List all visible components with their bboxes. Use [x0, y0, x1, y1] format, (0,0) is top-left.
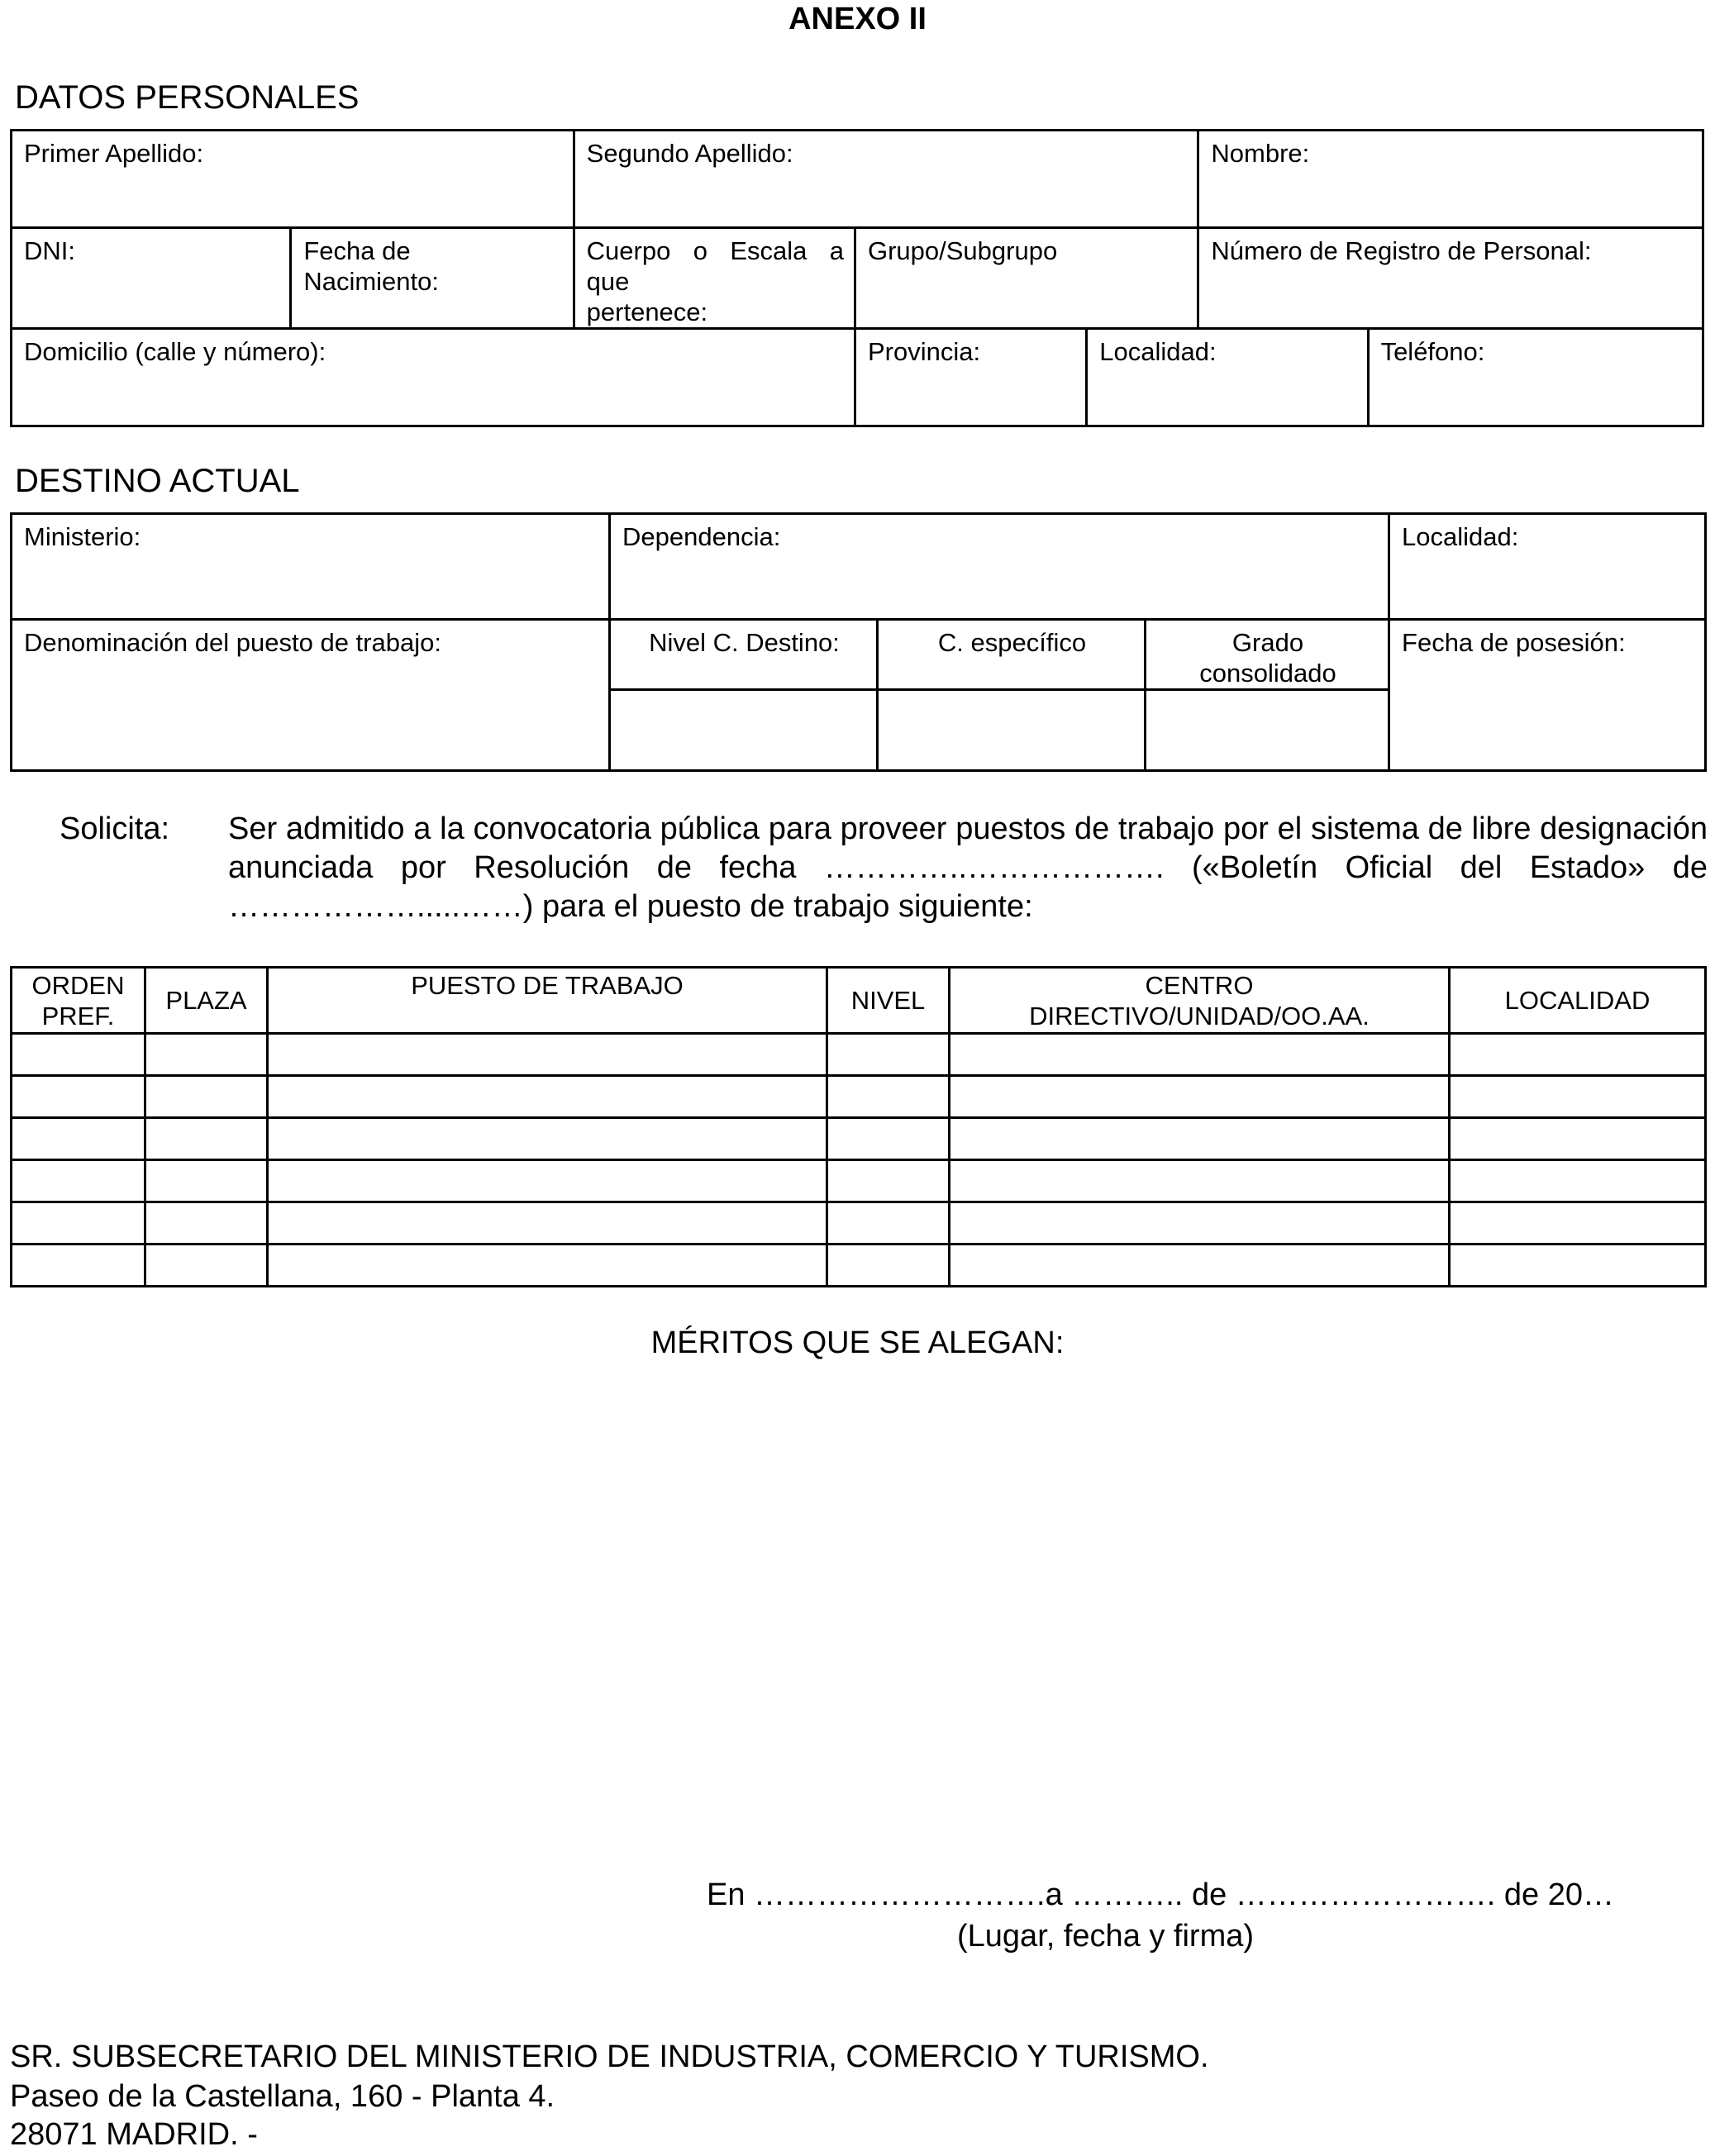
table-row [12, 1202, 1706, 1245]
c-especifico-label: C. específico [937, 628, 1087, 657]
puestos-table [10, 966, 1707, 1287]
destino-actual-table [10, 512, 1707, 772]
nivel-destino-label: Nivel C. Destino: [649, 628, 840, 657]
fecha-nacimiento-cell[interactable] [291, 228, 574, 329]
localidad-cell[interactable] [1450, 1160, 1706, 1202]
destino-localidad-label: Localidad: [1402, 522, 1519, 551]
grupo-subgrupo-label: Grupo/Subgrupo [867, 236, 1058, 265]
meritos-area[interactable] [10, 1372, 1704, 1851]
destinatario-line2: Paseo de la Castellana, 160 - Planta 4. [10, 2079, 555, 2114]
destinatario-line3: 28071 MADRID. - [10, 2117, 258, 2152]
table-row [12, 1118, 1706, 1160]
plaza-cell[interactable] [145, 1245, 268, 1287]
lugar-fecha-firma-hint: (Lugar, fecha y firma) [957, 1919, 1255, 1954]
localidad-cell[interactable] [1450, 1076, 1706, 1118]
puesto-cell[interactable] [268, 1202, 827, 1245]
denominacion-puesto-cell[interactable] [12, 620, 610, 771]
nivel-destino-input[interactable] [610, 690, 878, 771]
solicita-label: Solicita: [60, 811, 170, 846]
puesto-cell[interactable] [268, 1034, 827, 1076]
ministerio-cell[interactable] [12, 514, 610, 620]
c-especifico-header [878, 620, 1146, 690]
denominacion-puesto-label: Denominación del puesto de trabajo: [24, 628, 441, 657]
nombre-cell[interactable] [1198, 131, 1703, 228]
destinatario-line1: SR. SUBSECRETARIO DEL MINISTERIO DE INDUSTRIA, COMERCIO Y TURISMO. [10, 2039, 1209, 2074]
plaza-cell[interactable] [145, 1034, 268, 1076]
orden-pref-cell[interactable] [12, 1245, 145, 1287]
segundo-apellido-cell[interactable] [574, 131, 1198, 228]
grupo-subgrupo-cell[interactable] [855, 228, 1198, 329]
table-row [12, 1034, 1706, 1076]
meritos-heading: MÉRITOS QUE SE ALEGAN: [650, 1325, 1065, 1360]
telefono-label: Teléfono: [1380, 337, 1485, 366]
orden-pref-cell[interactable] [12, 1202, 145, 1245]
numero-registro-label: Número de Registro de Personal: [1211, 236, 1592, 265]
col-header-plaza: PLAZA [145, 968, 268, 1034]
document-title: ANEXO II [788, 2, 927, 36]
orden-pref-cell[interactable] [12, 1076, 145, 1118]
provincia-cell[interactable] [855, 329, 1086, 426]
puesto-cell[interactable] [268, 1245, 827, 1287]
segundo-apellido-label: Segundo Apellido: [586, 139, 793, 168]
nombre-label: Nombre: [1211, 139, 1310, 168]
dependencia-cell[interactable] [610, 514, 1389, 620]
localidad-cell[interactable] [1087, 329, 1368, 426]
grado-consolidado-label [1146, 621, 1388, 688]
centro-label-line2: DIRECTIVO/UNIDAD/OO.AA. [1029, 1001, 1370, 1030]
datos-personales-table [10, 129, 1704, 427]
table-row [12, 1245, 1706, 1287]
col-header-puesto-trabajo: PUESTO DE TRABAJO [268, 968, 827, 1034]
cuerpo-escala-label-line2: pertenece: [586, 297, 708, 326]
col-header-orden-pref [12, 968, 145, 1034]
lugar-fecha-line: En ……………………….a ……….. de ……………………. de 20… [707, 1878, 1614, 1912]
col-header-centro-directivo [950, 968, 1450, 1034]
fecha-posesion-cell[interactable] [1389, 620, 1706, 771]
table-row [12, 1160, 1706, 1202]
dni-label: DNI: [24, 236, 75, 265]
dni-cell[interactable] [12, 228, 291, 329]
section-heading-destino-actual: DESTINO ACTUAL [15, 463, 300, 499]
centro-cell[interactable] [950, 1076, 1450, 1118]
grado-label-line1: Grado [1231, 628, 1304, 657]
primer-apellido-cell[interactable] [12, 131, 574, 228]
grado-label-line2: consolidado [1199, 659, 1336, 688]
pref-label: PREF. [41, 1001, 115, 1030]
orden-pref-cell[interactable] [12, 1160, 145, 1202]
localidad-cell[interactable] [1450, 1118, 1706, 1160]
localidad-label: Localidad: [1099, 337, 1217, 366]
cuerpo-escala-cell[interactable] [574, 228, 855, 329]
table-row [12, 1076, 1706, 1118]
cuerpo-escala-label-line1: Cuerpo o Escala a que [586, 236, 844, 296]
centro-cell[interactable] [950, 1245, 1450, 1287]
nivel-cell[interactable] [827, 1034, 950, 1076]
centro-label-line1: CENTRO [1145, 970, 1254, 1000]
orden-label: ORDEN [31, 970, 125, 1000]
primer-apellido-label: Primer Apellido: [24, 139, 204, 168]
nivel-cell[interactable] [827, 1118, 950, 1160]
section-heading-datos-personales: DATOS PERSONALES [15, 79, 360, 116]
fecha-nacimiento-label-line1: Fecha de [303, 236, 411, 265]
centro-cell[interactable] [950, 1202, 1450, 1245]
orden-pref-cell[interactable] [12, 1034, 145, 1076]
puesto-cell[interactable] [268, 1076, 827, 1118]
localidad-cell[interactable] [1450, 1245, 1706, 1287]
col-header-nivel: NIVEL [827, 968, 950, 1034]
dependencia-label: Dependencia: [622, 522, 781, 551]
nivel-destino-header [610, 620, 878, 690]
orden-pref-cell[interactable] [12, 1118, 145, 1160]
solicita-text: Ser admitido a la convocatoria pública para proveer puestos de trabajo por el sistema de libre designación anunciada por Resolución de fecha …………..………………. («Boletín Oficial del Estado» de ……………….....……) para el puesto de trabajo siguiente: [228, 811, 1708, 924]
ministerio-label: Ministerio: [24, 522, 141, 551]
numero-registro-cell[interactable] [1198, 228, 1703, 329]
localidad-cell[interactable] [1450, 1034, 1706, 1076]
destino-localidad-cell[interactable] [1389, 514, 1706, 620]
puesto-cell[interactable] [268, 1160, 827, 1202]
plaza-cell[interactable] [145, 1202, 268, 1245]
col-header-localidad: LOCALIDAD [1450, 968, 1706, 1034]
fecha-nacimiento-label-line2: Nacimiento: [303, 267, 440, 296]
plaza-cell[interactable] [145, 1160, 268, 1202]
centro-cell[interactable] [950, 1034, 1450, 1076]
puestos-header-row [12, 968, 1706, 1034]
c-especifico-input[interactable] [878, 690, 1146, 771]
plaza-cell[interactable] [145, 1118, 268, 1160]
nivel-cell[interactable] [827, 1160, 950, 1202]
plaza-cell[interactable] [145, 1076, 268, 1118]
domicilio-cell[interactable] [12, 329, 855, 426]
cuerpo-escala-label [575, 229, 854, 327]
fecha-nacimiento-label [292, 229, 572, 297]
nivel-cell[interactable] [827, 1245, 950, 1287]
nivel-cell[interactable] [827, 1202, 950, 1245]
grado-consolidado-input[interactable] [1146, 690, 1389, 771]
nivel-cell[interactable] [827, 1076, 950, 1118]
puesto-cell[interactable] [268, 1118, 827, 1160]
centro-cell[interactable] [950, 1118, 1450, 1160]
fecha-posesion-label: Fecha de posesión: [1402, 628, 1626, 657]
provincia-label: Provincia: [867, 337, 981, 366]
centro-cell[interactable] [950, 1160, 1450, 1202]
grado-consolidado-header [1146, 620, 1389, 690]
telefono-cell[interactable] [1368, 329, 1703, 426]
localidad-cell[interactable] [1450, 1202, 1706, 1245]
domicilio-label: Domicilio (calle y número): [24, 337, 326, 366]
